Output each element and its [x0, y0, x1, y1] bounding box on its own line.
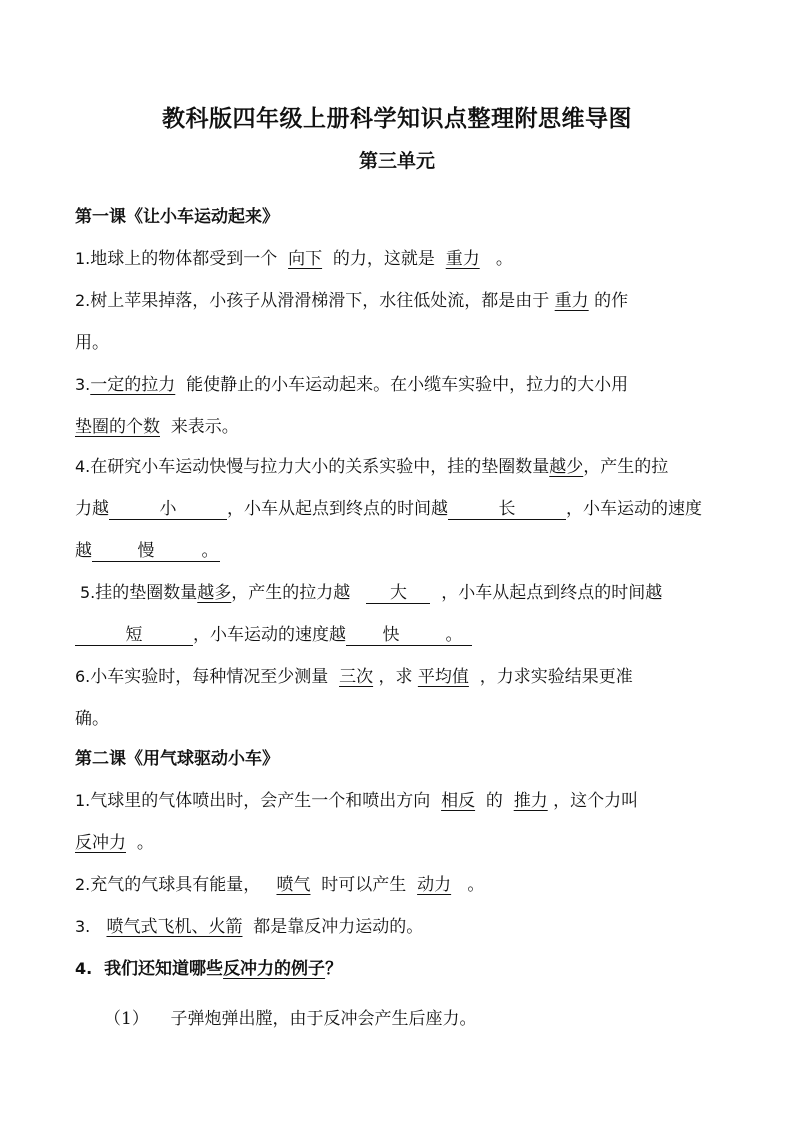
text: 。 — [136, 833, 154, 853]
lesson1-item3 — [75, 370, 735, 395]
answer-blank: 平均值 — [417, 667, 469, 687]
item-number: 4. — [75, 959, 93, 978]
text: ，小车从起点到终点的时间越 — [227, 499, 448, 519]
text: 力越 — [75, 499, 109, 519]
text: 。 — [201, 541, 219, 561]
underlined-text: 越多 — [197, 583, 232, 603]
text: 的力，这就是 — [332, 249, 435, 269]
item-number: 1. — [75, 791, 91, 810]
text: ？ — [325, 959, 343, 979]
lesson2-item2 — [75, 870, 735, 895]
lesson2-item3 — [75, 912, 735, 937]
item-number: 6. — [75, 667, 91, 686]
text: ，求 — [378, 667, 413, 687]
text: 在研究小车运动快慢与拉力大小的关系实验中，挂的垫圈数量 — [90, 457, 550, 477]
text: ，小车运动的速度越 — [193, 625, 346, 645]
answer-blank: 一定的拉力 — [90, 375, 176, 395]
item-number: 3. — [75, 375, 91, 394]
text: 。 — [436, 625, 472, 646]
text: ，小车运动的速度 — [566, 499, 702, 519]
text: 气球里的气体喷出时，会产生一个和喷出方向 — [90, 791, 431, 811]
text: ，这个力叫 — [553, 791, 639, 811]
answer-blank: 反冲力 — [75, 833, 126, 853]
answer-blank: 重力 — [445, 249, 480, 269]
text: ，小车从起点到终点的时间越 — [441, 583, 663, 603]
answer-blank: 短 — [75, 625, 193, 646]
lesson1-item4 — [75, 452, 735, 477]
answer-blank: 小 — [109, 499, 227, 520]
text: 的 — [485, 791, 503, 811]
lesson1-item6-cont: 确。 — [75, 709, 109, 729]
text: 都是靠反冲力运动的。 — [253, 917, 424, 937]
answer-blank: 喷气式飞机、火箭 — [106, 917, 243, 937]
underlined-text: 反冲力的例子 — [223, 959, 326, 979]
text: 的作 — [594, 291, 629, 311]
lesson1-item6 — [75, 662, 735, 687]
item-number: 3. — [75, 917, 91, 936]
text: 充气的气球具有能量， — [90, 875, 261, 895]
lesson1-item1 — [75, 244, 735, 269]
text: 子弹炮弹出膛，由于反冲会产生后座力。 — [170, 1009, 477, 1029]
lesson1-item5-cont — [75, 620, 735, 646]
sub-item-label: （1） — [104, 1009, 149, 1029]
lesson2-sub-item1 — [104, 1004, 764, 1029]
lesson1-heading: 第一课《让小车运动起来》 — [75, 207, 279, 227]
lesson1-item2 — [75, 286, 735, 311]
text: 能使静止的小车运动起来。在小缆车实验中，拉力的大小用 — [186, 375, 629, 395]
answer-blank: 三次 — [339, 667, 374, 687]
lesson2-item1-cont — [75, 828, 735, 853]
text: 越 — [75, 541, 92, 561]
lesson1-item2-cont: 用。 — [75, 333, 109, 353]
item-number: 1. — [75, 249, 91, 268]
underlined-text: 越少 — [549, 457, 584, 477]
answer-blank: 长 — [448, 499, 566, 520]
text: 树上苹果掉落，小孩子从滑滑梯滑下，水往低处流，都是由于 — [90, 291, 550, 311]
answer-blank: 动力 — [417, 875, 452, 895]
lesson1-item4-cont2 — [75, 536, 735, 562]
answer-blank: 大 — [366, 583, 430, 604]
item-number: 5. — [80, 583, 96, 602]
document-title: 教科版四年级上册科学知识点整理附思维导图 — [162, 105, 632, 132]
text: 挂的垫圈数量 — [95, 583, 198, 603]
answer-blank: 推力 — [513, 791, 548, 811]
text: 。 — [495, 249, 513, 269]
text: 小车实验时，每种情况至少测量 — [90, 667, 329, 687]
answer-blank: 喷气 — [276, 875, 311, 895]
answer-blank: 重力 — [554, 291, 589, 311]
item-number: 4. — [75, 457, 91, 476]
lesson2-item4 — [75, 954, 735, 979]
text: ，产生的拉 — [583, 457, 669, 477]
answer-blank: 慢 — [92, 541, 200, 562]
unit-title: 第三单元 — [358, 150, 435, 172]
text: 地球上的物体都受到一个 — [90, 249, 278, 269]
lesson2-item1 — [75, 786, 735, 811]
lesson1-item4-cont — [75, 494, 735, 520]
answer-blank: 快 — [346, 625, 436, 646]
text: 。 — [467, 875, 485, 895]
item-number: 2. — [75, 875, 91, 894]
text: ，力求实验结果更准 — [479, 667, 633, 687]
answer-blank: 向下 — [288, 249, 323, 269]
answer-blank: 相反 — [441, 791, 476, 811]
lesson1-item5 — [80, 578, 740, 604]
answer-blank: 垫圈的个数 — [75, 417, 160, 437]
text: ，产生的拉力越 — [231, 583, 351, 603]
text: 时可以产生 — [321, 875, 407, 895]
lesson2-heading: 第二课《用气球驱动小车》 — [75, 749, 279, 769]
text: 我们还知道哪些 — [104, 959, 224, 979]
lesson1-item3-cont — [75, 412, 735, 437]
text: 来表示。 — [170, 417, 239, 437]
item-number: 2. — [75, 291, 91, 310]
